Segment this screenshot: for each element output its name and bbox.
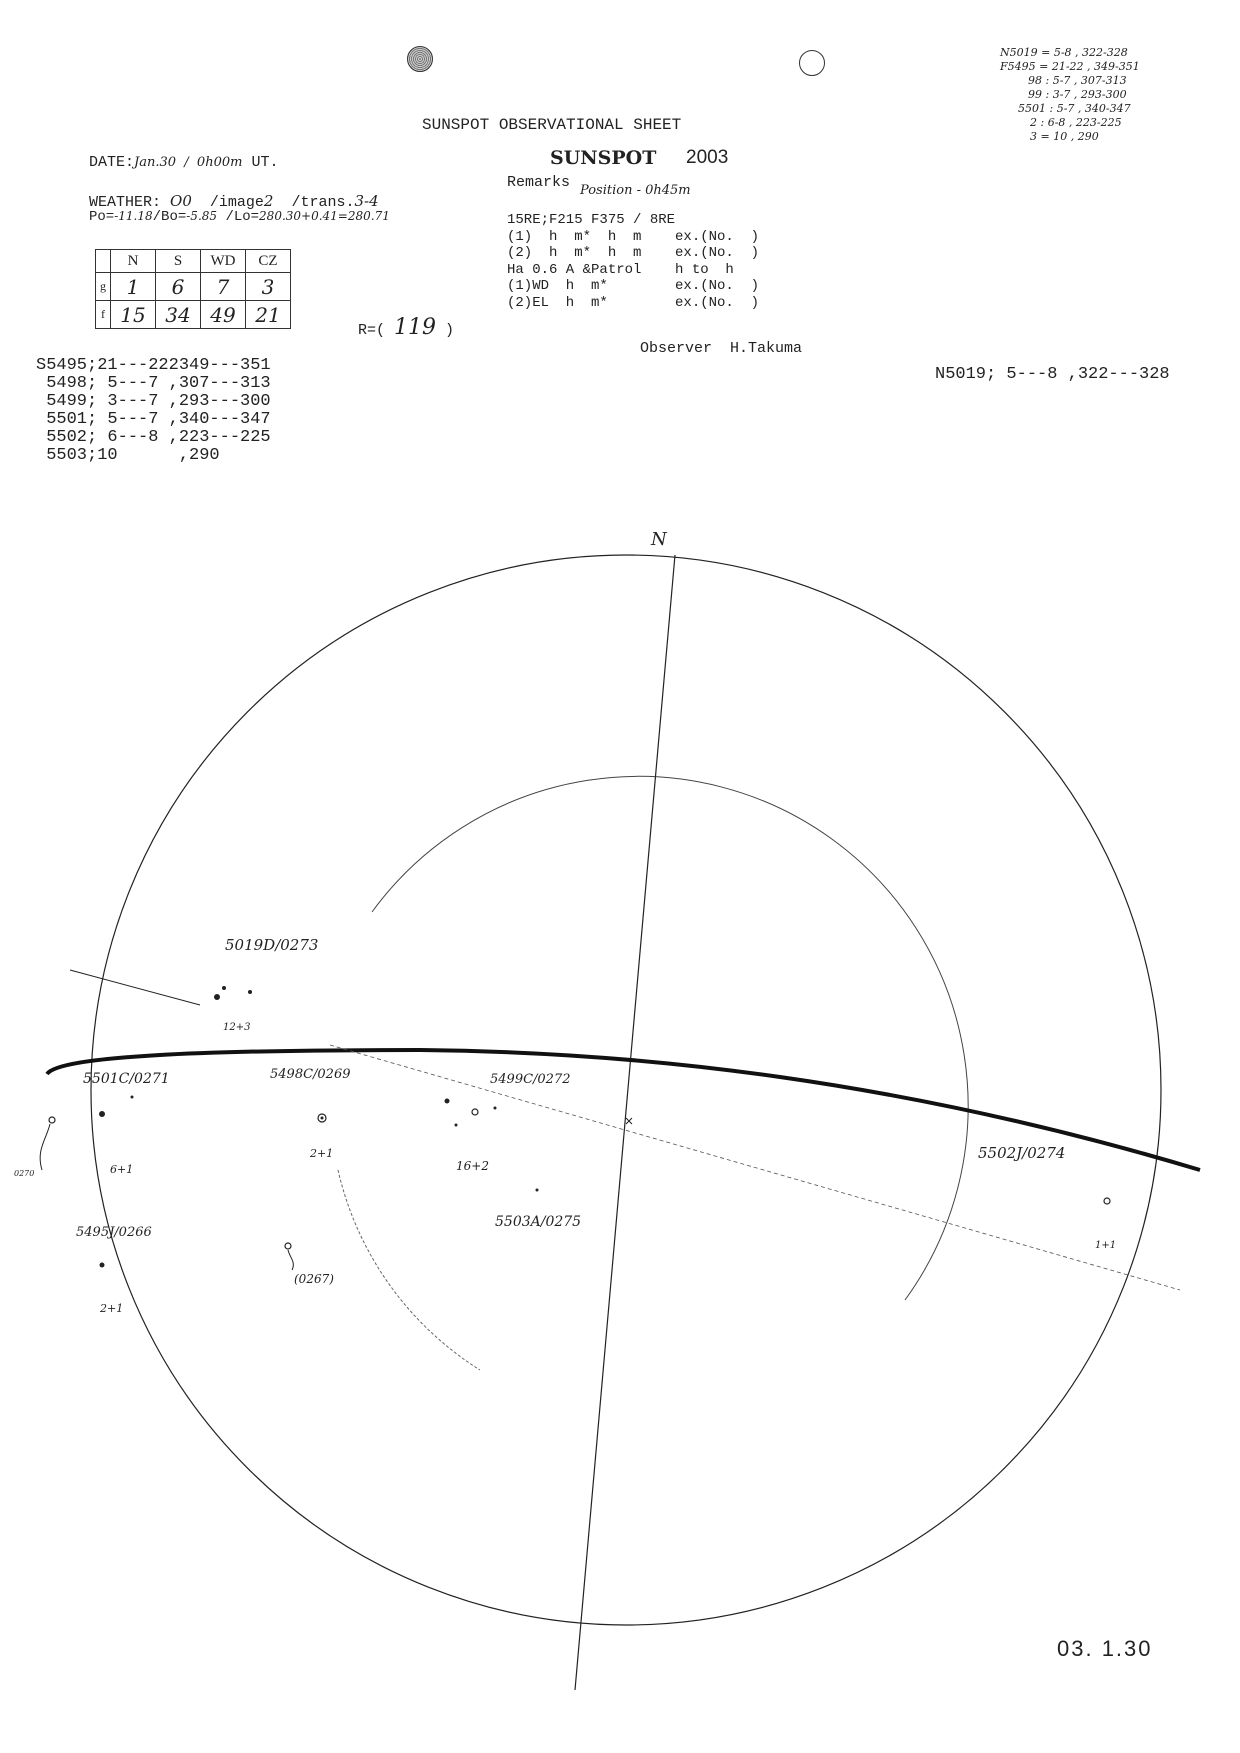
inner-reference-arc <box>372 776 968 1300</box>
region-line: S5495;21---222349---351 <box>36 356 271 375</box>
region-label: 5019D/0273 <box>225 936 319 954</box>
table-cell: 49 <box>201 301 246 329</box>
trans-value: 3-4 <box>354 192 379 210</box>
region-label: 0270 <box>14 1169 35 1178</box>
sunspot <box>248 990 252 994</box>
observer-label: Observer <box>640 340 713 357</box>
image-value: 2 <box>263 192 274 210</box>
region-count: 16+2 <box>456 1159 489 1173</box>
region-line: 5502; 6---8 ,223---225 <box>36 428 271 447</box>
sunspot <box>131 1096 134 1099</box>
sunspot <box>99 1111 105 1117</box>
remarks-label: Remarks <box>507 174 571 191</box>
region-count: 1+1 <box>1095 1240 1117 1251</box>
sunspot <box>455 1124 458 1127</box>
l0-value: 280.30+0.41=280.71 <box>259 209 390 223</box>
disk-center-mark <box>626 1118 632 1124</box>
region-label: 5501C/0271 <box>83 1071 170 1087</box>
row-label: g <box>96 273 111 301</box>
year: 2003 <box>686 147 729 168</box>
p0-value: -11.18 <box>114 209 153 223</box>
table-cell: 21 <box>246 301 291 329</box>
region-count: 6+1 <box>110 1163 134 1176</box>
remarks-line: (2)EL h m* ex.(No. ) <box>507 294 760 311</box>
weather-value: O0 <box>170 192 192 210</box>
table-cell: 1 <box>111 273 156 301</box>
date-stamp: 03. 1.30 <box>1057 1636 1153 1661</box>
image-label: /image <box>209 194 264 211</box>
position-note: Position - 0h45m <box>580 183 691 198</box>
b0-label: /Bo= <box>152 209 187 225</box>
north-label: N <box>651 529 667 550</box>
r-close: ) <box>445 322 455 339</box>
sunspot <box>1104 1198 1110 1204</box>
inner-reference-arc-lower <box>338 1170 480 1370</box>
region-label: 5498C/0269 <box>270 1067 351 1082</box>
column-header: S <box>156 250 201 273</box>
date-value: Jan.30 / 0h00m <box>134 155 243 170</box>
remarks-line: (1)WD h m* ex.(No. ) <box>507 278 760 294</box>
remarks-line: (1) h m* h m ex.(No. ) <box>507 228 760 245</box>
table-cell: 15 <box>111 301 156 329</box>
sunspot <box>472 1109 478 1115</box>
weather-label: WEATHER: <box>89 194 162 211</box>
column-header: CZ <box>246 250 291 273</box>
note-line: F5495 = 21-22 , 349-351 <box>1000 60 1140 73</box>
region-label: 5495J/0266 <box>76 1225 152 1240</box>
note-line: 3 = 10 , 290 <box>1030 130 1099 143</box>
l0-label: /Lo= <box>225 209 260 225</box>
north-region: N5019; 5---8 ,322---328 <box>935 365 1170 384</box>
east-tick-line <box>70 970 200 1005</box>
central-meridian-line <box>575 555 675 1690</box>
region-line: 5499; 3---7 ,293---300 <box>36 392 271 411</box>
note-line: 2 : 6-8 , 223-225 <box>1030 116 1122 129</box>
region-label: 5503A/0275 <box>495 1214 582 1230</box>
note-line: N5019 = 5-8 , 322-328 <box>1000 46 1128 59</box>
sunspot <box>49 1117 55 1123</box>
remarks-line: 15RE;F215 F375 / 8RE <box>507 212 676 228</box>
note-line: 5501 : 5-7 , 340-347 <box>1018 102 1131 115</box>
sunspot <box>214 994 220 1000</box>
sunspot <box>494 1107 497 1110</box>
table-cell: 6 <box>156 273 201 301</box>
observer-name: H.Takuma <box>730 340 803 357</box>
leader-line <box>40 1124 50 1170</box>
region-count: 2+1 <box>310 1147 334 1160</box>
date-suffix: UT. <box>251 154 279 171</box>
column-header: WD <box>201 250 246 273</box>
sunspot <box>321 1117 324 1120</box>
sunspot <box>285 1243 291 1249</box>
note-line: 99 : 3-7 , 293-300 <box>1028 88 1127 101</box>
sunspot <box>536 1189 539 1192</box>
brand-title: SUNSPOT <box>550 147 657 169</box>
region-label: (0267) <box>294 1272 334 1286</box>
region-label: 5499C/0272 <box>490 1072 571 1087</box>
solar-limb-circle <box>91 555 1161 1625</box>
region-count: 2+1 <box>100 1302 124 1315</box>
p0-label: Po= <box>89 209 115 225</box>
region-count: 12+3 <box>223 1022 251 1033</box>
row-label: f <box>96 301 111 329</box>
leader-line <box>288 1250 293 1270</box>
region-label: 5502J/0274 <box>978 1144 1066 1162</box>
region-line: 5498; 5---7 ,307---313 <box>36 374 271 393</box>
remarks-line: Ha 0.6 A &Patrol h to h <box>507 261 734 278</box>
region-line: 5503;10 ,290 <box>36 446 220 465</box>
r-label: R=( <box>358 322 386 339</box>
sunspot <box>445 1099 450 1104</box>
sheet-title: SUNSPOT OBSERVATIONAL SHEET <box>422 116 682 134</box>
sunspot <box>100 1263 105 1268</box>
r-value: 119 <box>394 315 437 340</box>
column-header: N <box>111 250 156 273</box>
table-cell: 7 <box>201 273 246 301</box>
trans-label: /trans. <box>291 194 355 211</box>
remarks-line: (2) h m* h m ex.(No. ) <box>507 245 760 261</box>
table-cell: 3 <box>246 273 291 301</box>
sunspot <box>222 986 226 990</box>
b0-value: -5.85 <box>186 209 218 223</box>
region-line: 5501; 5---7 ,340---347 <box>36 410 271 429</box>
note-line: 98 : 5-7 , 307-313 <box>1028 74 1127 87</box>
date-label: DATE: <box>89 154 135 171</box>
table-cell: 34 <box>156 301 201 329</box>
